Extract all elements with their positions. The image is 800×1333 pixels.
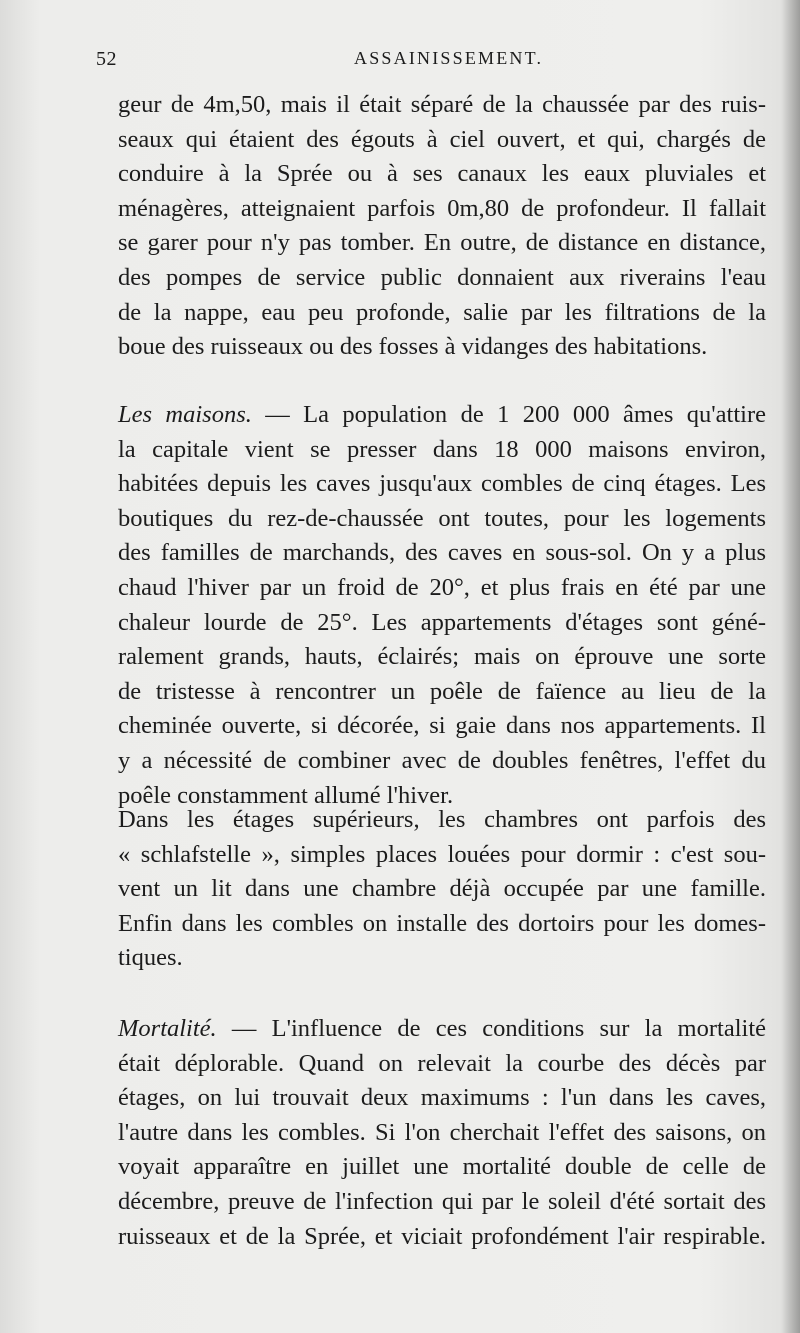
text-line: se garer pour n'y pas tomber. En outre, de distance en distance, (118, 229, 766, 257)
text-line: Enfin dans les combles on installe des dortoirs pour les domes- (118, 909, 766, 937)
text-line: décembre, preuve de l'infection qui par le soleil d'été sortait des (118, 1187, 766, 1215)
text-line: y a nécessité de combiner avec de doubles fenêtres, l'effet du (118, 746, 766, 774)
text-line: de la nappe, eau peu profonde, salie par les filtrations de la (118, 298, 766, 326)
running-title: ASSAINISSEMENT. (354, 48, 544, 68)
text-line: habitées depuis les caves jusqu'aux combles de cinq étages. Les (118, 470, 766, 498)
text-line: Mortalité. — L'influence de ces conditions sur la mortalité (118, 1015, 766, 1042)
text-line: poêle constamment allumé l'hiver. (118, 781, 454, 809)
text-line: geur de 4m,50, mais il était séparé de la chaussée par des ruis- (118, 91, 766, 118)
text-line: « schlafstelle », simples places louées pour dormir : c'est sou- (118, 840, 766, 868)
text-line: étages, on lui trouvait deux maximums : l'un dans les caves, (118, 1084, 766, 1112)
text-line: Dans les étages supérieurs, les chambres ont parfois des (118, 806, 766, 833)
text-line: Les maisons. — La population de 1 200 000 âmes qu'attire (118, 401, 766, 428)
text-line: seaux qui étaient des égouts à ciel ouvert, et qui, chargés de (118, 125, 766, 153)
text-line: voyait apparaître en juillet une mortalité double de celle de (118, 1153, 766, 1181)
text-line: tiques. (118, 944, 183, 972)
paragraph-les-maisons (118, 398, 766, 813)
section-heading-les-maisons: Les maisons. (118, 401, 252, 428)
text-line: cheminée ouverte, si décorée, si gaie dans nos appartements. Il (118, 712, 766, 740)
text-line: des pompes de service public donnaient aux riverains l'eau (118, 263, 766, 291)
page-header (96, 48, 766, 72)
paragraph-mortalite (118, 1012, 766, 1254)
text-line: la capitale vient se presser dans 18 000 maisons environ, (118, 435, 766, 463)
paragraph-3 (118, 803, 766, 976)
text-line: ralement grands, hauts, éclairés; mais on éprouve une sorte (118, 643, 766, 671)
section-heading-mortalite: Mortalité. (118, 1015, 217, 1042)
text-line: vent un lit dans une chambre déjà occupée par une famille. (118, 875, 766, 903)
text-line: l'autre dans les combles. Si l'on cherchait l'effet des saisons, on (118, 1118, 766, 1146)
text-line: boutiques du rez-de-chaussée ont toutes, pour les logements (118, 504, 766, 532)
text-line: des familles de marchands, des caves en sous-sol. On y a plus (118, 539, 766, 567)
paragraph-1 (118, 88, 766, 365)
text-line: chaud l'hiver par un froid de 20°, et plus frais en été par une (118, 573, 766, 601)
text-line: ménagères, atteignaient parfois 0m,80 de profondeur. Il fallait (118, 194, 766, 222)
text-line: chaleur lourde de 25°. Les appartements d'étages sont géné- (118, 608, 766, 636)
text-line: de tristesse à rencontrer un poêle de faïence au lieu de la (118, 677, 766, 705)
page-number: 52 (96, 48, 117, 70)
text-line: était déplorable. Quand on relevait la courbe des décès par (118, 1049, 766, 1077)
page-edge-shadow (782, 0, 800, 1333)
text-line: boue des ruisseaux ou des fosses à vidanges des habitations. (118, 333, 708, 361)
text-line: conduire à la Sprée ou à ses canaux les eaux pluviales et (118, 160, 766, 188)
text-line: ruisseaux et de la Sprée, et viciait profondément l'air respirable. (118, 1222, 766, 1250)
